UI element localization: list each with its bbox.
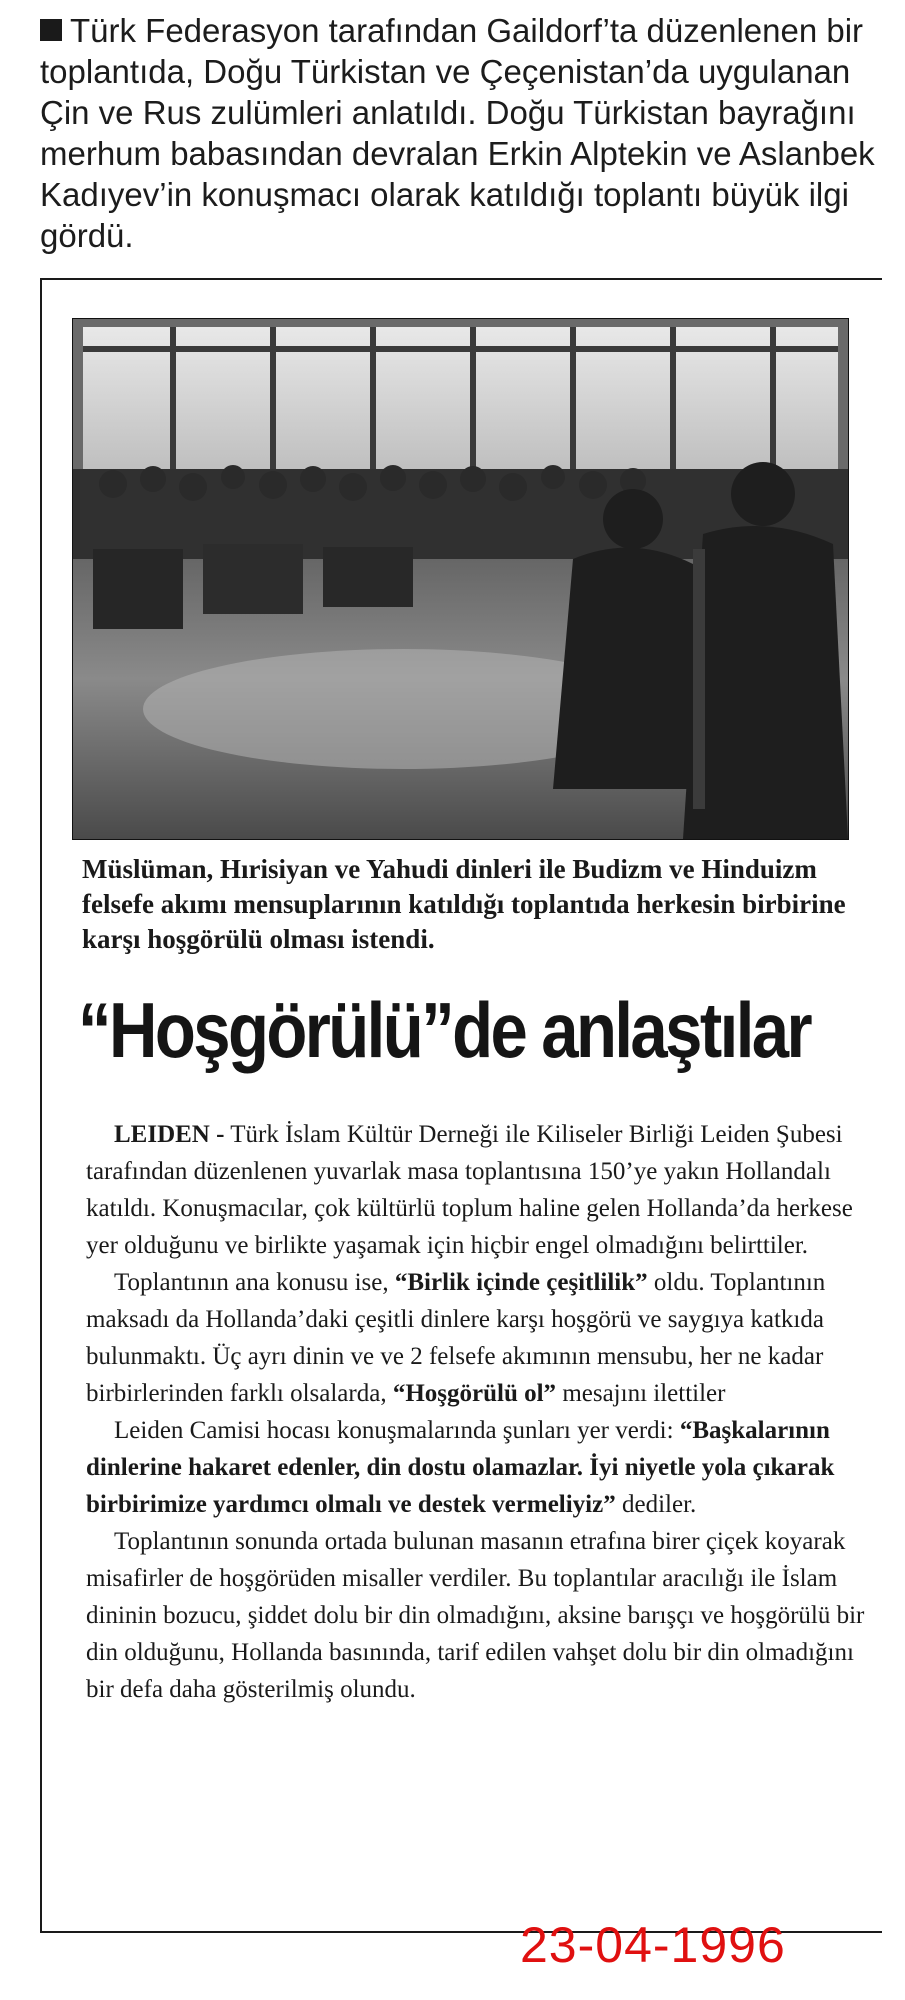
article-paragraph-1 [86, 1116, 876, 1264]
paragraph-text: Toplantının ana konusu ise, [114, 1269, 395, 1296]
quote-bold: “Başkalarının dinlerine hakaret edenler, din dostu olamazlar. İyi niyetle yola çıkarak birbirimize yardımcı olmalı ve destek vermeliyiz” [86, 1417, 835, 1518]
paragraph-text: Toplantının sonunda ortada bulunan masanın etrafına birer çiçek koyarak misafirler de hoşgörüden misaller verdiler. Bu toplantılar aracılığı ile İslam dininin bozucu, şiddet dolu bir din olmadığını, aksine barışçı ve hoşgörülü bir din olduğunu, Hollanda basınında, tarif edilen vahşet dolu bir din olmadığını bir defa daha gösterilmiş olundu. [86, 1528, 865, 1703]
intro-text: Türk Federasyon tarafından Gaildorf’ta düzenlenen bir toplantıda, Doğu Türkistan ve Çeçenistan’da uygulanan Çin ve Rus zulümleri anlatıldı. Doğu Türkistan bayrağını merhum babasından devralan Erkin Alptekin ve Aslanbek Kadıyev’in konuşmacı olarak katıldığı toplantı büyük ilgi gördü. [40, 12, 875, 254]
quote-bold: “Birlik içinde çeşitlilik” [394, 1269, 648, 1296]
dateline: LEIDEN - [114, 1121, 225, 1148]
meeting-photo [72, 318, 849, 840]
article-paragraph-4 [86, 1523, 876, 1708]
square-bullet-icon [40, 19, 62, 41]
intro-paragraph [40, 10, 890, 256]
paragraph-text: Leiden Camisi hocası konuşmalarında şunları yer verdi: [114, 1417, 680, 1444]
article-paragraph-3 [86, 1412, 876, 1523]
paragraph-text: oldu. Toplantının maksadı da Hollanda’daki çeşitli dinlere karşı hoşgörü ve saygıya katkıda bulunmaktı. Üç ayrı dinin ve ve 2 felsefe akımının mensubu, her ne kadar birbirlerinden farklı olsalarda, [86, 1269, 826, 1407]
meeting-photo-icon [73, 319, 848, 839]
quote-bold: “Hoşgörülü ol” [392, 1380, 557, 1407]
paragraph-text: Türk İslam Kültür Derneği ile Kiliseler Birliği Leiden Şubesi tarafından düzenlenen yuvarlak masa toplantısına 150’ye yakın Hollandalı katıldı. Konuşmacılar, çok kültürlü toplum haline gelen Hollanda’da herkese yer olduğunu ve birlikte yaşamak için hiçbir engel olmadığını belirttiler. [86, 1121, 853, 1259]
article-body [86, 1116, 876, 1708]
photo-caption: Müslüman, Hırisiyan ve Yahudi dinleri ile Budizm ve Hinduizm felsefe akımı mensuplarının katıldığı toplantıda herkesin birbirine karşı hoşgörülü olması istendi. [82, 854, 846, 954]
article-paragraph-2 [86, 1264, 876, 1412]
headline: “Hoşgörülü”de anlaştılar [78, 986, 811, 1074]
date-stamp: 23-04-1996 [520, 1917, 786, 1973]
paragraph-text: dediler. [615, 1491, 697, 1518]
paragraph-text: mesajını ilettiler [556, 1380, 726, 1407]
